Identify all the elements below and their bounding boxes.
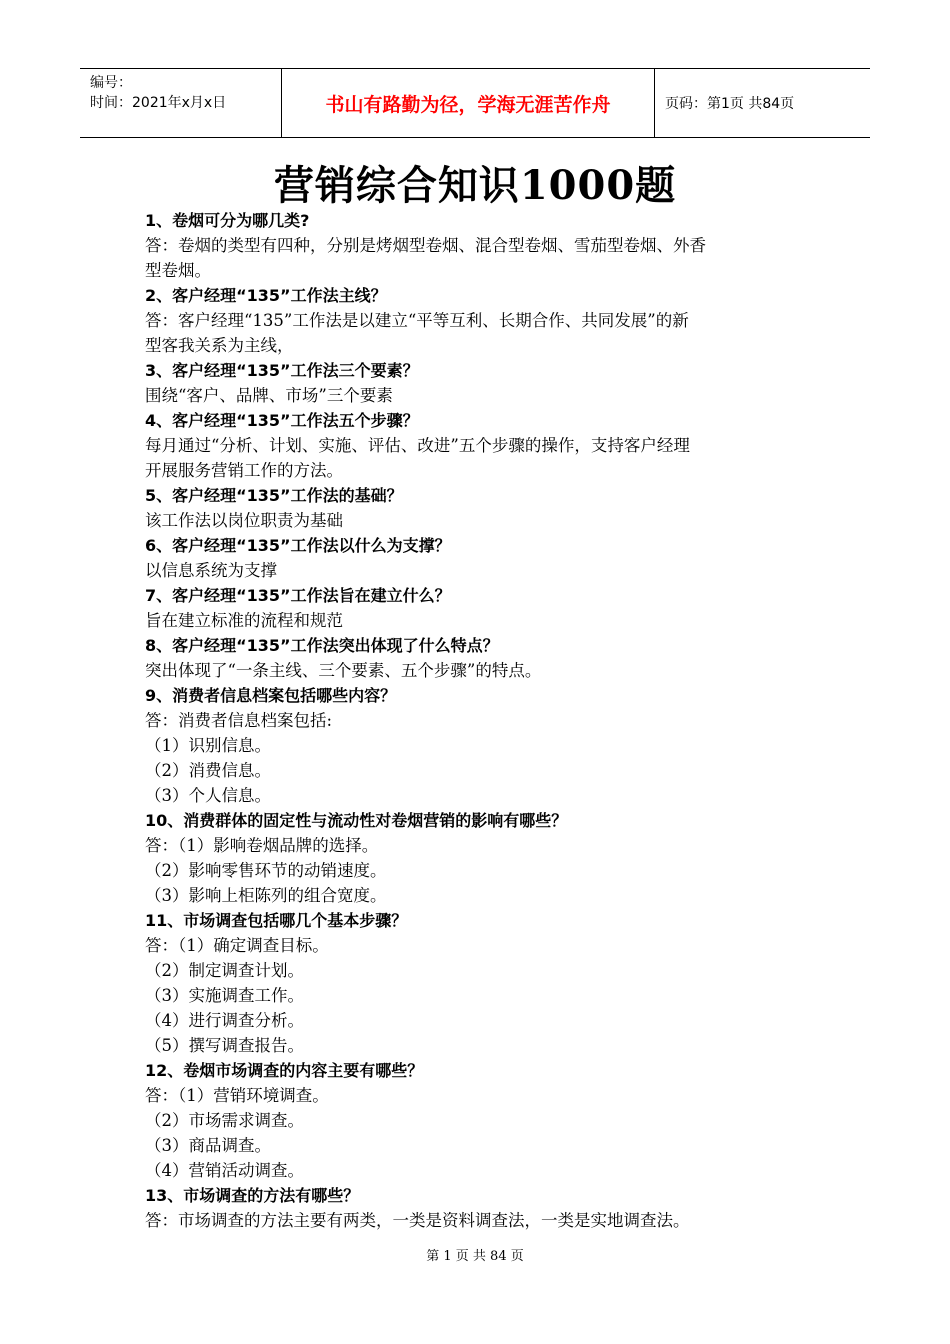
question-line: 9、消费者信息档案包括哪些内容？	[145, 686, 397, 705]
question-line: 2、客户经理“135”工作法主线？	[145, 286, 387, 305]
answer-line: 答：市场调查的方法主要有两类，一类是资料调查法，一类是实地调查法。	[145, 1211, 690, 1230]
question-line: 4、客户经理“135”工作法五个步骤？	[145, 411, 419, 430]
question-line: 11、市场调查包括哪几个基本步骤？	[145, 911, 408, 930]
question-line: 6、客户经理“135”工作法以什么为支撑？	[145, 536, 451, 555]
question-line: 5、客户经理“135”工作法的基础？	[145, 486, 403, 505]
answer-line: （3）商品调查。	[145, 1136, 271, 1155]
header-motto: 书山有路勤为径，学海无涯苦作舟	[282, 69, 655, 137]
answer-line: 突出体现了“一条主线、三个要素、五个步骤”的特点。	[145, 661, 542, 680]
answer-line: 答：卷烟的类型有四种，分别是烤烟型卷烟、混合型卷烟、雪茄型卷烟、外香	[145, 236, 706, 255]
answer-line: 型卷烟。	[145, 261, 211, 280]
page-header	[80, 68, 870, 138]
answer-line: （4）营销活动调查。	[145, 1161, 304, 1180]
answer-line: 答：消费者信息档案包括:	[145, 711, 333, 730]
answer-line: （4）进行调查分析。	[145, 1011, 304, 1030]
question-line: 8、客户经理“135”工作法突出体现了什么特点？	[145, 636, 499, 655]
answer-line: （2）影响零售环节的动销速度。	[145, 861, 387, 880]
answer-line: 型客我关系为主线，	[145, 336, 294, 355]
answer-line: 围绕“客户、品牌、市场”三个要素	[145, 386, 393, 405]
header-meta	[80, 69, 282, 137]
question-line: 10、消费群体的固定性与流动性对卷烟营销的影响有哪些？	[145, 811, 568, 830]
question-line: 7、客户经理“135”工作法旨在建立什么？	[145, 586, 451, 605]
question-line: 13、市场调查的方法有哪些？	[145, 1186, 360, 1205]
answer-line: （2）消费信息。	[145, 761, 271, 780]
answer-line: 该工作法以岗位职责为基础	[145, 511, 343, 530]
answer-line: 答：（1）影响卷烟品牌的选择。	[145, 836, 379, 855]
answer-line: （1）识别信息。	[145, 736, 271, 755]
answer-line: （3）个人信息。	[145, 786, 271, 805]
document-title: 营销综合知识1000题	[273, 162, 677, 209]
answer-line: 答：（1）营销环境调查。	[145, 1086, 329, 1105]
answer-line: 旨在建立标准的流程和规范	[145, 611, 343, 630]
code-label: 编号：	[90, 75, 132, 91]
document-body	[145, 208, 825, 1233]
question-line: 3、客户经理“135”工作法三个要素？	[145, 361, 419, 380]
answer-line: 答：（1）确定调查目标。	[145, 936, 329, 955]
answer-line: （2）制定调查计划。	[145, 961, 304, 980]
page-footer: 第 1 页 共 84 页	[426, 1249, 524, 1264]
answer-line: 答：客户经理“135”工作法是以建立“平等互利、长期合作、共同发展”的新	[145, 311, 689, 330]
answer-line: 开展服务营销工作的方法。	[145, 461, 343, 480]
date-label: 时间：2021年x月x日	[90, 95, 227, 111]
question-line: 1、卷烟可分为哪几类?	[145, 211, 310, 230]
answer-line: 每月通过“分析、计划、实施、评估、改进”五个步骤的操作，支持客户经理	[145, 436, 690, 455]
answer-line: （2）市场需求调查。	[145, 1111, 304, 1130]
answer-line: （5）撰写调查报告。	[145, 1036, 304, 1055]
answer-line: （3）影响上柜陈列的组合宽度。	[145, 886, 387, 905]
answer-line: 以信息系统为支撑	[145, 561, 277, 580]
question-line: 12、卷烟市场调查的内容主要有哪些？	[145, 1061, 424, 1080]
answer-line: （3）实施调查工作。	[145, 986, 304, 1005]
header-page-info: 页码：第1页 共84页	[665, 96, 795, 112]
